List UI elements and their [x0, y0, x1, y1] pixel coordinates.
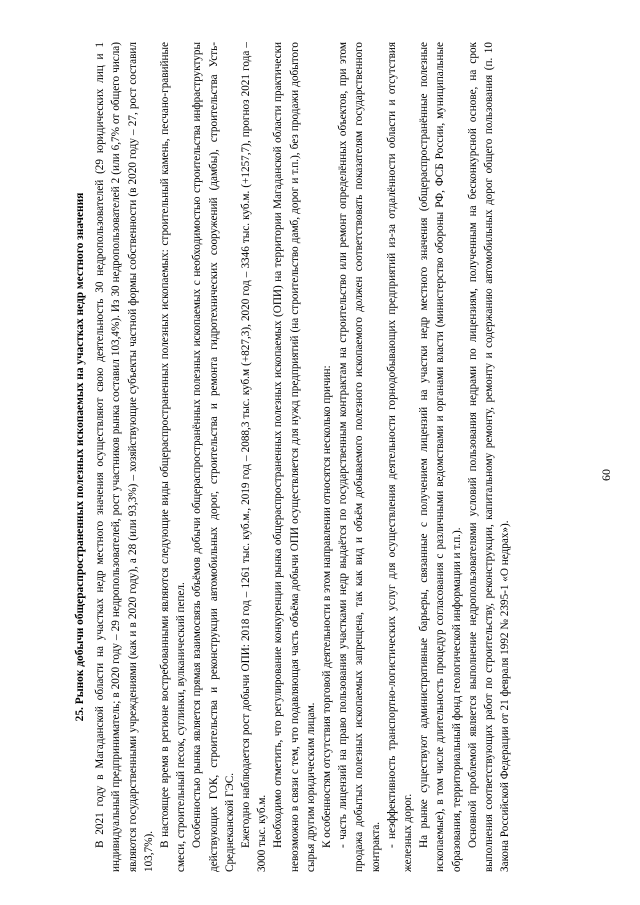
document-page — [72, 42, 587, 872]
paragraph: Необходимо отметить, что регулирование конкуренции рынка общераспространенных полезных ископаемых (ОПИ) на территории Магаданской области практически невозможно в связи с тем, что подавляющая часть объёма добычи ОПИ осуществляется для нужд предприятий (на строительство дамб, дорог и т.п.), без продажи добытого сырья другим юридическим лицам. — [272, 42, 317, 872]
paragraph: Основной проблемой является выполнение недропользователями условий пользования недрами по лицензиям, полученным на бесконкурсной основе, на срок выполнения соответствующих работ по строительству, реконструкции, капитальному ремонту, ремонту и содержанию автомобильных дорог общего пользования (п. 10 Закона Российской Федерации от 21 февраля 1992 № 2395-1 «О недрах»). — [466, 42, 512, 872]
paragraph: В настоящее время в регионе востребованными являются следующие виды общераспространенных полезных ископаемых: строительный камень, песчано-гравийные смеси, строительный песок, суглинки, вулканический пепел. — [159, 42, 188, 872]
paragraph: - часть лицензий на право пользования участками недр выдаётся по государственным контрактам на строительство или ремонт определённых объектов, при этом продажа добытых полезных ископаемых запрещена, так как вид и объём добываемого полезного ископаемого должен соответствовать показателям государственного контракта. — [337, 42, 382, 872]
paragraph: К особенностям отсутствия торговой деятельности в этом направлении относятся несколько причин: — [321, 365, 334, 848]
paragraph: В 2021 году в Магаданской области на участках недр местного значения осуществляют свою деятельность 30 недропользователей (29 юридических лиц и 1 индивидуальный предприниматель; в 2020 году – 29 недропользователей, рост участников рынка составил 103,4%). Из 30 недропользователей 2 (или 6,7% от общего числа) являются государственными учреждениями (как и в 2020 году), а 28 (или 93,3%) – хозяйствующие субъекты частной формы собственности (в 2020 году – 27, рост составил 103,7%). — [94, 42, 155, 872]
paragraph: - неэффективность транспортно-логистических услуг для осуществления деятельности горнодобывающих предприятий из-за отдалённости области и отсутствия железных дорог. — [385, 42, 415, 872]
paragraph: Ежегодно наблюдается рост добычи ОПИ: 2018 год – 1261 тыс. куб.м., 2019 год – 2088,3 тыс. куб.м (+827,3), 2020 год – 3346 тыс. куб.м. (+1257,7), прогноз 2021 года – 3000 тыс. куб.м. — [240, 42, 269, 872]
paragraph: Особенностью рынка является прямая взаимосвязь объёмов добычи общераспространённых полезных ископаемых с необходимостью строительства инфраструктуры действующих ГОК, строительства и реконструкции автомобильных дорог, строительства и ремонта гидротехнических сооружений (дамбы), строительства Усть-Среднеканской ГЭС. — [191, 42, 236, 872]
section-title: 25. Рынок добычи общераспространенных полезных ископаемых на участках недр местного значения — [74, 192, 86, 722]
page-number: 60 — [599, 469, 613, 481]
paragraph: На рынке существуют административные барьеры, связанные с получением лицензий на участки недр местного значения (общераспространённые полезные ископаемые), в том числе длительность процедур согласования с различными ведомствами и органами власти (министерство обороны РФ, ФСБ России, муниципальные образования, территориальный фонд геологической информации и т.п.). — [418, 42, 463, 872]
